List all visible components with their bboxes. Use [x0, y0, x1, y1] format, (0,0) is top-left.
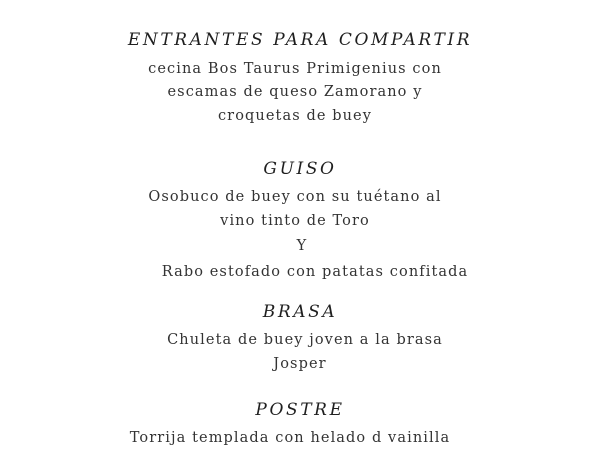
menu-item-line: Osobuco de buey con su tuétano al [148, 189, 442, 205]
menu-item-line: escamas de queso Zamorano y [167, 84, 423, 100]
section-heading-postre: POSTRE [255, 400, 345, 420]
menu-item-line: Rabo estofado con patatas confitada [161, 264, 469, 280]
section-heading-entrantes: ENTRANTES PARA COMPARTIR [127, 30, 473, 50]
section-heading-brasa: BRASA [262, 302, 338, 322]
menu-item-line: croquetas de buey [217, 108, 373, 124]
menu-item-line: cecina Bos Taurus Primigenius con [148, 61, 442, 77]
menu-item-line: Y [296, 238, 308, 254]
menu-item-line: Torrija templada con helado d vainilla [129, 430, 451, 446]
menu-item-line: vino tinto de Toro [220, 213, 370, 229]
menu-item-line: Chuleta de buey joven a la brasa [167, 332, 443, 348]
section-heading-guiso: GUISO [263, 159, 337, 179]
menu-item-line: Josper [273, 356, 327, 372]
